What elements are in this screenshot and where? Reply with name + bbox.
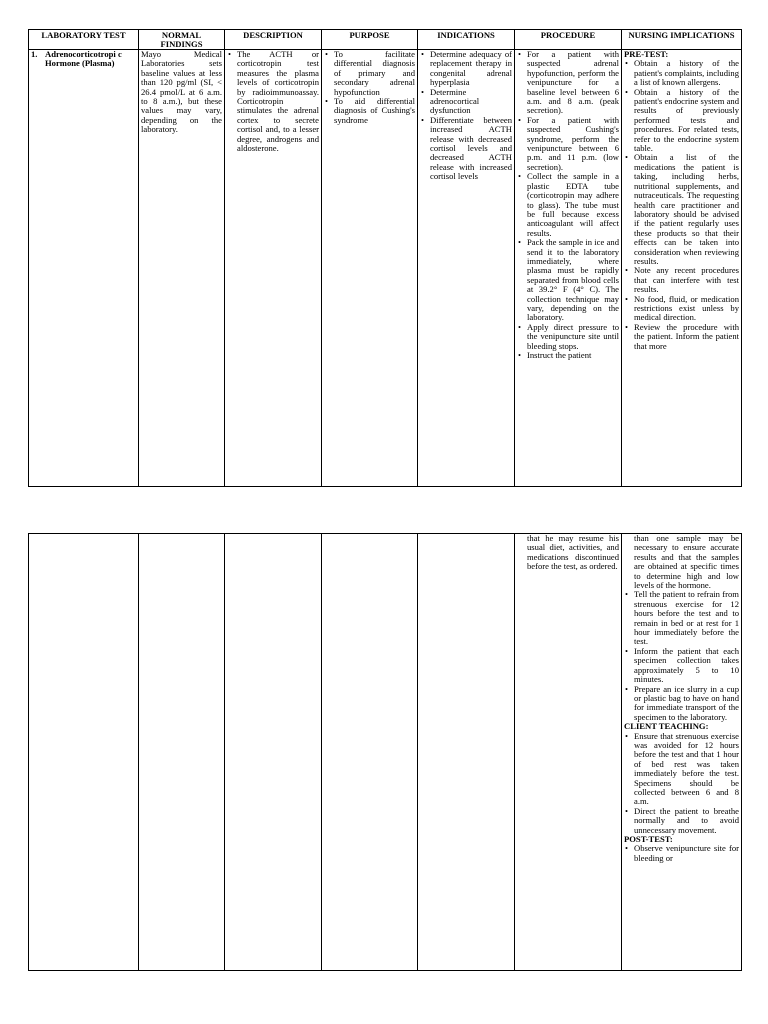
empty-cell [225, 534, 322, 971]
description-cell [225, 50, 322, 487]
empty-cell [29, 534, 139, 971]
test-name [31, 50, 136, 69]
nursing-implication-item: • Inform the patient that each specimen collection takes approximately 5 to 10 minutes. [634, 647, 739, 685]
purpose-cell [322, 50, 418, 487]
nursing-implication-item: • Prepare an ice slurry in a cup or plastic bag to have on hand for immediate transport of the specimen to the laboratory. [634, 685, 739, 723]
nursing-implication-item: • Note any recent procedures that can interfere with test results. [634, 266, 739, 294]
test-number: 1. [31, 49, 38, 59]
purpose-item: • To aid differential diagnosis of Cushing's syndrome [334, 97, 415, 125]
header-normal-findings: NORMAL FINDINGS [139, 30, 225, 50]
indication-item: • Differentiate between increased ACTH release with decreased cortisol levels and decreased ACTH release with increased cortisol levels [430, 116, 512, 182]
procedure-item: • Instruct the patient [527, 351, 619, 360]
test-name-text: Adrenocorticotropi c Hormone (Plasma) [45, 49, 122, 69]
nursing-implication-item: • Tell the patient to refrain from strenuous exercise for 12 hours before the test and to remain in bed or at rest for 1 hour immediately before the test. [634, 590, 739, 646]
nursing-implication-item: • Obtain a history of the patient's endocrine system and results of previously performed tests and procedures. For related tests, refer to the endocrine system table. [634, 88, 739, 154]
nursing-continuation-text: than one sample may be necessary to ensure accurate results and that the samples are obtained at specific times to determine high and low levels of the hormone. [634, 533, 739, 591]
procedure-cell [515, 50, 622, 487]
header-procedure: PROCEDURE [515, 30, 622, 50]
indication-item: • Determine adrenocortical dysfunction [430, 88, 512, 116]
pretest-label: PRE-TEST: [624, 50, 669, 59]
indication-item: • Determine adequacy of replacement therapy in congenital adrenal hyperplasia [430, 50, 512, 88]
header-nursing-implications: NURSING IMPLICATIONS [622, 30, 742, 50]
empty-cell [139, 534, 225, 971]
procedure-continuation-cell [515, 534, 622, 971]
table-row [29, 50, 742, 487]
procedure-item: • Collect the sample in a plastic EDTA tube (corticotropin may adhere to glass). The tube must be full because excess anticoagulant will affect results. [527, 172, 619, 238]
header-laboratory-test: LABORATORY TEST [29, 30, 139, 50]
header-indications: INDICATIONS [418, 30, 515, 50]
table-header-row [29, 30, 742, 50]
laboratory-test-cell [29, 50, 139, 487]
procedure-continuation-text: that he may resume his usual diet, activities, and medications discontinued before the test, as ordered. [527, 533, 619, 572]
purpose-item: • To facilitate differential diagnosis of primary and secondary adrenal hypofunction [334, 50, 415, 97]
post-test-item: • Observe venipuncture site for bleeding or [634, 844, 739, 863]
table-row [29, 534, 742, 971]
empty-cell [322, 534, 418, 971]
procedure-item: • For a patient with suspected adrenal hypofunction, perform the venipuncture for a baseline level between 6 a.m. and 8 a.m. (peak secretion). [527, 50, 619, 116]
nursing-implication-item: • Review the procedure with the patient. Inform the patient that more [634, 323, 739, 351]
lab-test-table-page1 [28, 29, 742, 487]
procedure-item: • For a patient with suspected Cushing's syndrome, perform the venipuncture between 6 p.m. and 11 p.m. (low secretion). [527, 116, 619, 172]
procedure-item: • Apply direct pressure to the venipuncture site until bleeding stops. [527, 323, 619, 351]
post-test-label: POST-TEST: [624, 834, 673, 844]
nursing-implication-item: • No food, fluid, or medication restrictions exist unless by medical direction. [634, 295, 739, 323]
normal-findings-cell: Mayo Medical Laboratories sets baseline values at less than 120 pg/ml (SI, < 26.4 pmol/L at 6 a.m. to 8 a.m.), but these values may vary, depending on the laboratory. [139, 50, 225, 487]
nursing-implication-item: • Obtain a history of the patient's complaints, including a list of known allergens. [634, 59, 739, 87]
procedure-item: • Pack the sample in ice and send it to the laboratory immediately, where plasma must be rapidly separated from blood cells at 39.2° F (4° C). The collection technique may vary, depending on the laboratory. [527, 238, 619, 323]
nursing-continuation-cell [622, 534, 742, 971]
nursing-implication-item: • Obtain a list of the medications the patient is taking, including herbs, nutritional supplements, and nutraceuticals. The requesting health care practitioner and laboratory should be advised if the patient regularly uses these products so that their effects can be taken into consideration when reviewing results. [634, 153, 739, 266]
indications-cell [418, 50, 515, 487]
empty-cell [418, 534, 515, 971]
client-teaching-label: CLIENT TEACHING: [624, 721, 709, 732]
client-teaching-item: • Ensure that strenuous exercise was avoided for 12 hours before the test and that 1 hour of bed rest was taken immediately before the test. Specimens should be collected between 6 and 8 a.m. [634, 732, 739, 807]
header-purpose: PURPOSE [322, 30, 418, 50]
client-teaching-item: • Direct the patient to breathe normally and to avoid unnecessary movement. [634, 807, 739, 835]
header-description: DESCRIPTION [225, 30, 322, 50]
lab-test-table-page2 [28, 533, 742, 971]
nursing-implications-cell [622, 50, 742, 487]
description-text: • The ACTH or corticotropin test measures the plasma levels of corticotropin by radioimmunoassay. Corticotropin stimulates the adrenal cortex to secrete cortisol and, to a lesser degree, androgens and aldosterone. [237, 50, 319, 153]
